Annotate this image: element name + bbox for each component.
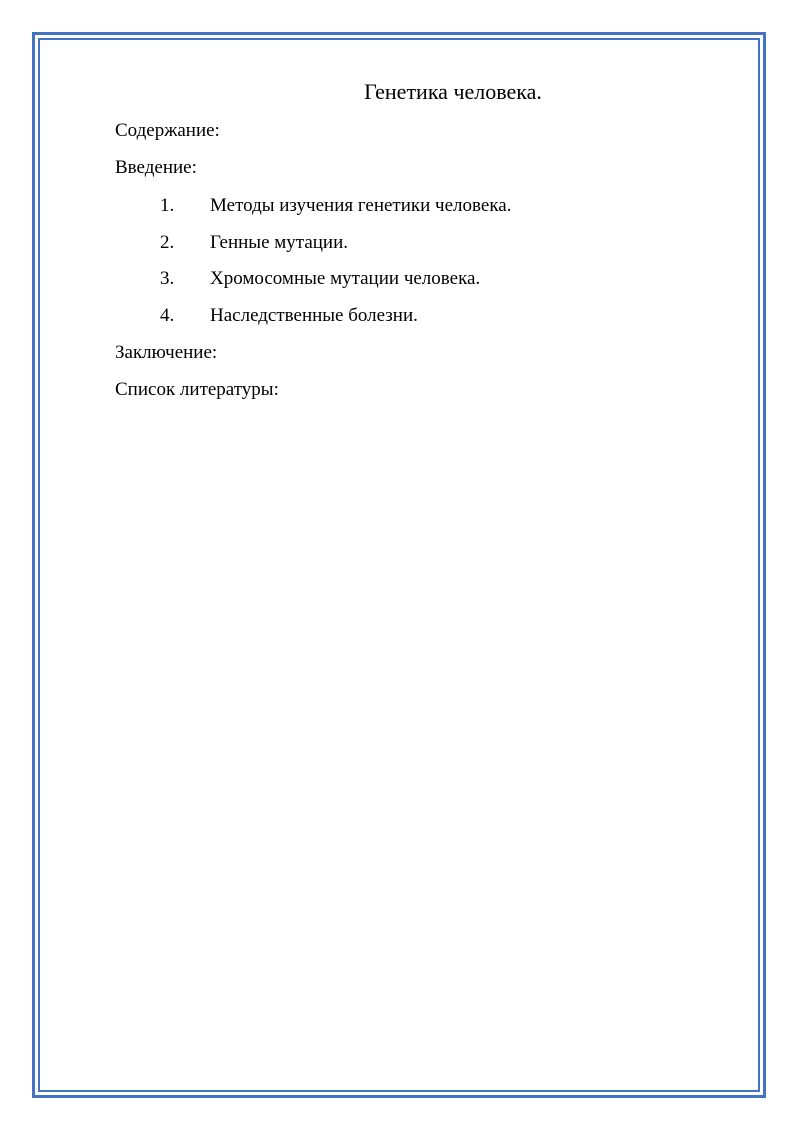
list-item-text: Методы изучения генетики человека.: [210, 195, 512, 216]
list-item-number: 1.: [160, 195, 175, 216]
document-title: Генетика человека.: [364, 79, 542, 104]
conclusion-heading: Заключение:: [115, 342, 218, 363]
list-item-text: Хромосомные мутации человека.: [210, 268, 481, 289]
bibliography-heading: Список литературы:: [115, 379, 279, 400]
contents-heading: Содержание:: [115, 120, 220, 141]
list-item-number: 3.: [160, 268, 175, 289]
list-item-text: Наследственные болезни.: [210, 305, 418, 326]
intro-heading: Введение:: [115, 157, 197, 178]
list-item-text: Генные мутации.: [210, 232, 349, 253]
list-item-number: 2.: [160, 232, 175, 253]
list-item-number: 4.: [160, 305, 175, 326]
